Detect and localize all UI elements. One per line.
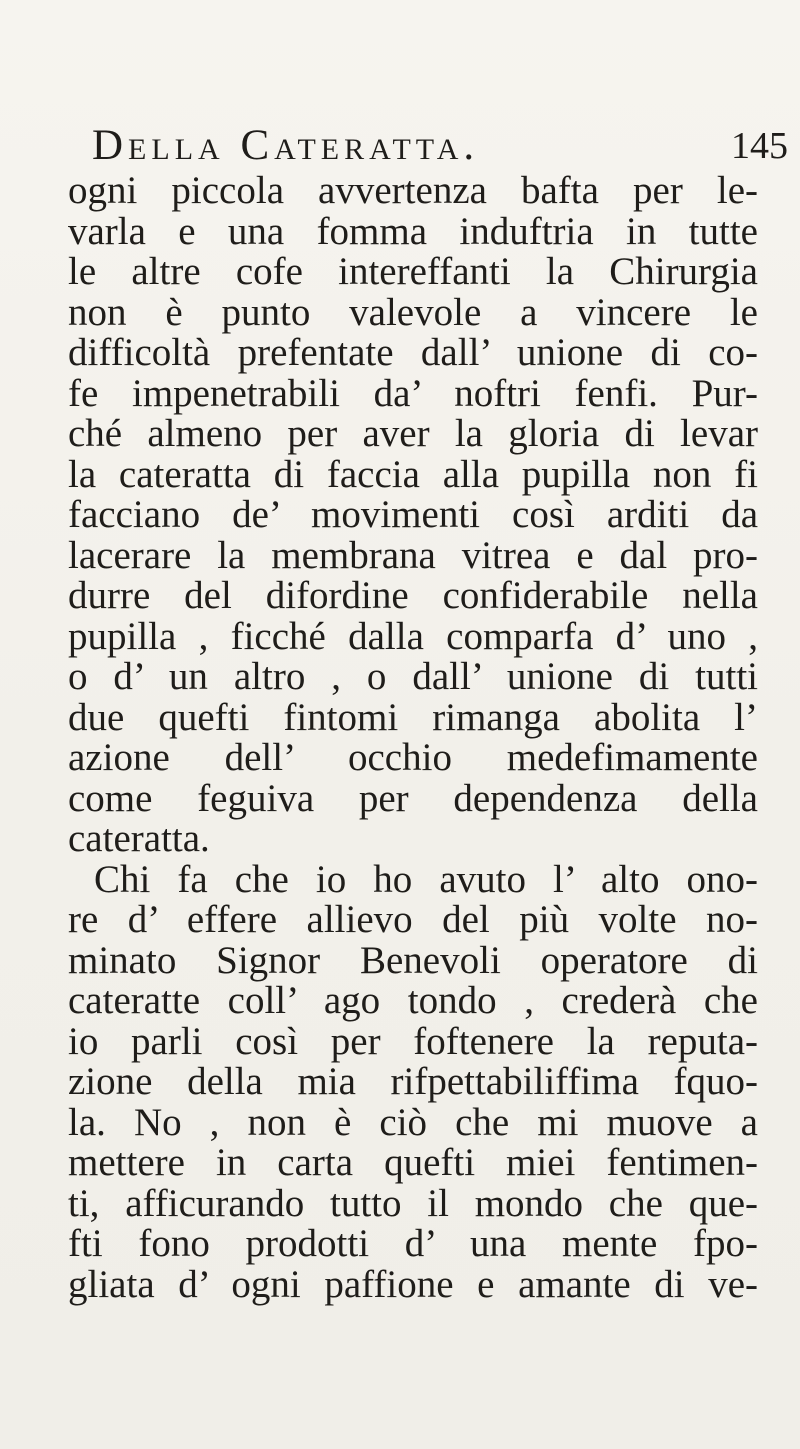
text-line: non è punto valevole a vincere le [68,290,758,334]
text-line: ti, afficurando tutto il mondo che que- [68,1181,758,1225]
text-line: mettere in carta quefti miei fentimen- [68,1141,758,1184]
text-line: le altre cofe intereffanti la Chirurgia [68,250,758,293]
text-line: fti fono prodotti d’ una mente fpo- [68,1222,758,1265]
text-line: due quefti fintomi rimanga abolita l’ [68,695,758,739]
text-line: azione dell’ occhio medefimamente [68,736,758,779]
text-line: durre del difordine confiderabile nella [68,574,758,617]
text-line: la. No , non è ciò che mi muove a [68,1100,758,1144]
text-line: gliata d’ ogni paffione e amante di ve- [68,1262,758,1306]
text-line: la cateratta di faccia alla pupilla non fi [68,452,758,496]
text-line: fe impenetrabili da’ noftri fenfi. Pur- [68,371,758,415]
text-line: pupilla , ficché dalla comparfa d’ uno , [68,614,758,658]
text-line: Chi fa che io ho avuto l’ alto ono- [94,857,758,901]
text-line: re d’ effere allievo del più volte no- [68,898,758,941]
text-line: varla e una fomma induftria in tutte [68,209,758,253]
text-line: come feguiva per dependenza della [68,776,758,820]
text-line: lacerare la membrana vitrea e dal pro- [68,533,758,577]
text-line: difficoltà prefentate dall’ unione di co- [68,331,758,374]
text-line: cateratte coll’ ago tondo , crederà che [68,979,758,1022]
text-line: ché almeno per aver la gloria di levar [68,412,758,455]
text-line: ogni piccola avvertenza bafta per le- [68,169,758,212]
text-line: o d’ un altro , o dall’ unione di tutti [68,655,758,698]
text-line: facciano de’ movimenti così arditi da [68,493,758,536]
body-text [68,171,758,1305]
text-line: io parli così per foftenere la reputa- [68,1019,758,1063]
text-line: cateratta. [68,817,210,860]
page-number: 145 [731,125,788,167]
text-line: minato Signor Benevoli operatore di [68,938,758,982]
running-title: Della Cateratta. [92,122,480,169]
text-line: zione della mia rifpettabiliffima fquo- [68,1060,758,1103]
